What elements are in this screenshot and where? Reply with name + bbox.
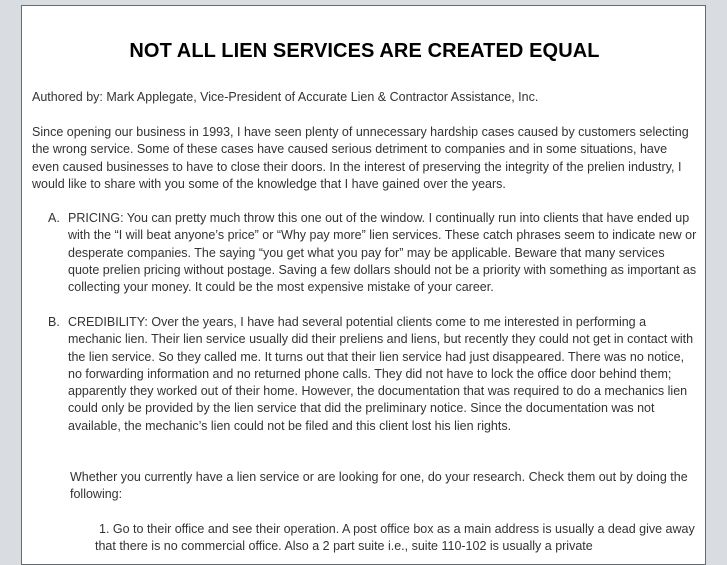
list-item-text: PRICING: You can pretty much throw this one out of the window. I continually run into clients that have ended up with the “I will beat anyone’s price” or “Why pay more” lien services. These catch phrases seem to indicate new or desperate companies. The saying “you get what you pay for” may be applicable. Beware that many services quote prelien pricing without postage. Saving a few dollars should not be a priority with something as important as collecting your money. It could be the most expensive mistake of your career. — [68, 211, 697, 295]
author-line: Authored by: Mark Applegate, Vice-President of Accurate Lien & Contractor Assistance, Inc. — [32, 90, 539, 104]
list-item-pricing — [48, 210, 698, 296]
page-title: NOT ALL LIEN SERVICES ARE CREATED EQUAL — [129, 40, 600, 62]
list-item-text: CREDIBILITY: Over the years, I have had several potential clients come to me interested in performing a mechanic lien. Their lien service usually did their preliens and liens, but recently they could not get in contact with the lien service. So they called me. It turns out that their lien service had just disappeared. There was no notice, no forwarding information and no returned phone calls. They did not have to lock the office door behind them; apparently they worked out of their home. However, the documentation that was required to do a mechanics lien could only be provided by the lien service that did the preliminary notice. Since the documentation was not available, the mechanic’s lien could not be filed and this client lost his lien rights. — [68, 315, 694, 433]
list-marker: B. — [48, 315, 60, 329]
list-item-credibility — [48, 314, 698, 435]
intro-paragraph: Since opening our business in 1993, I have seen plenty of unnecessary hardship cases caused by customers selecting the wrong service. Some of these cases have caused serious detriment to companies and in some situations, have even caused businesses to have to close their doors. In the interest of preserving the integrity of the prelien industry, I would like to share with you some of the knowledge that I have gained over the years. — [32, 125, 689, 191]
numbered-item-1: 1. Go to their office and see their operation. A post office box as a main address is usually a dead give away that there is no commercial office. Also a 2 part suite i.e., suite 110-102 is usually a private — [95, 522, 695, 554]
closing-paragraph: Whether you currently have a lien service or are looking for one, do your research. Check them out by doing the following: — [70, 470, 688, 502]
list-marker: A. — [48, 211, 60, 225]
document-page — [21, 5, 706, 565]
